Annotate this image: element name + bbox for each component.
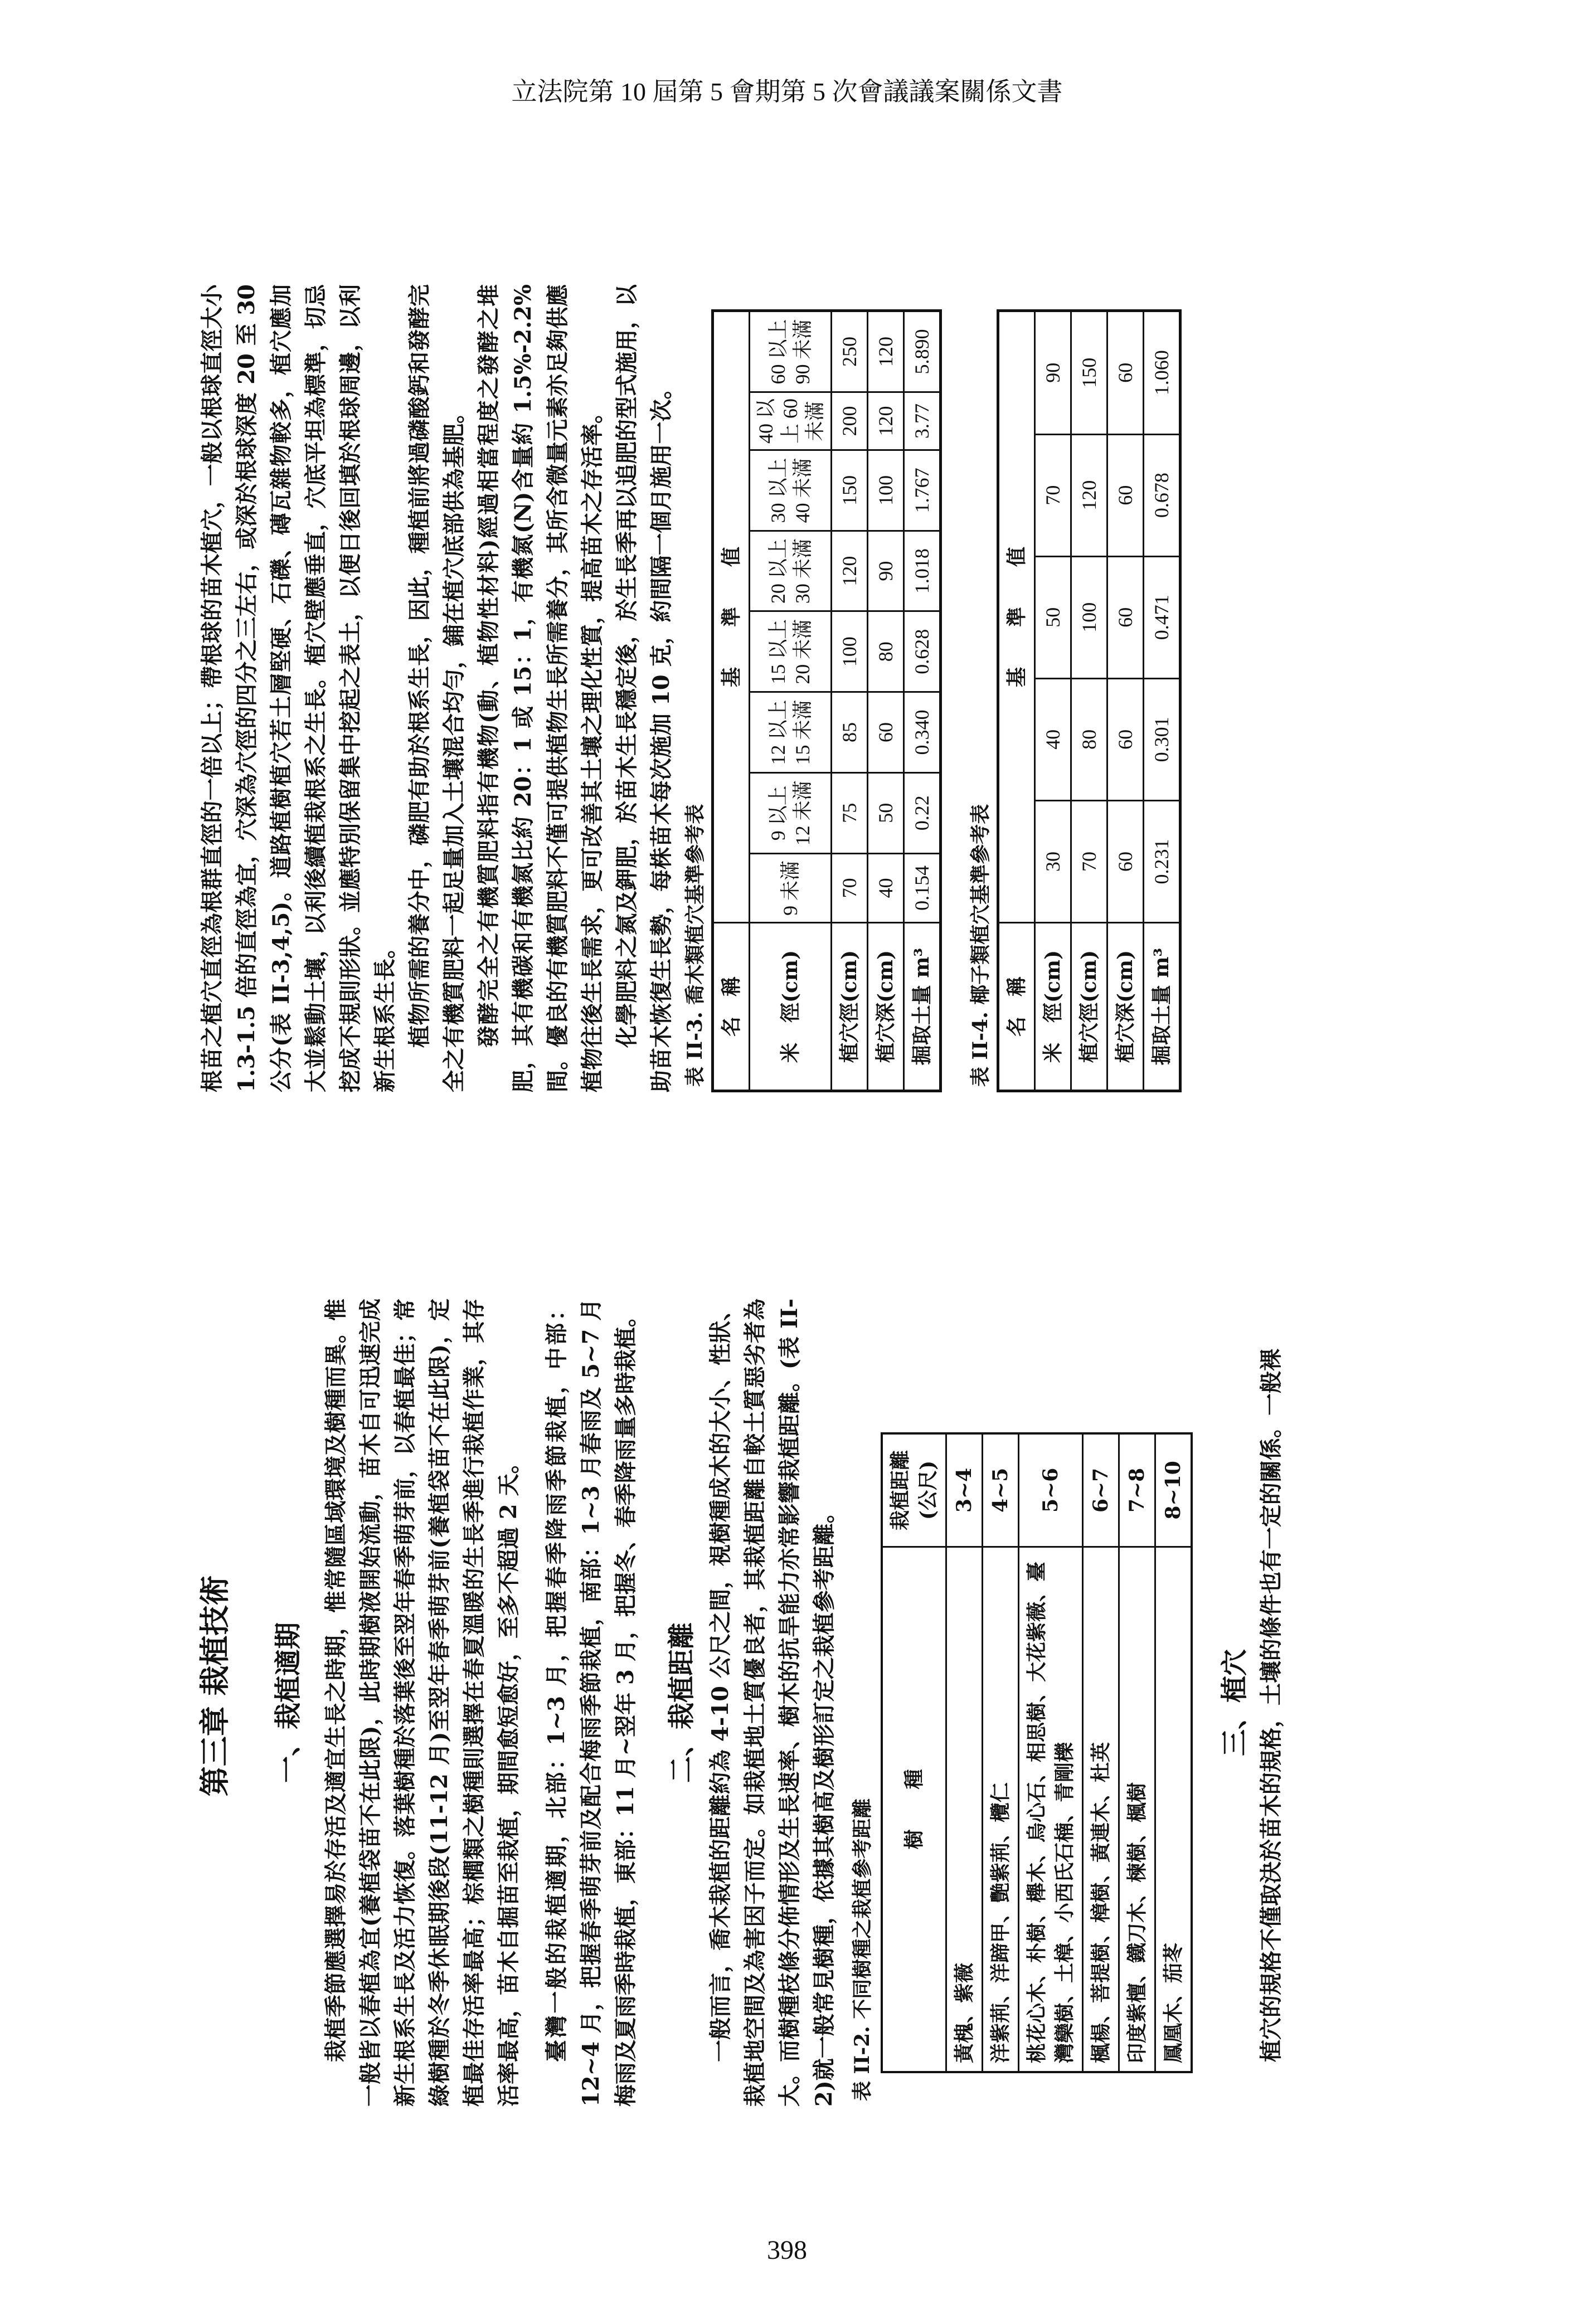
value-cell: 150 [1071, 311, 1107, 435]
paragraph-planting-hole: 植穴的規格不僅取決於苗木的規格，土壤的條件也有一定的關係。一般裸 [1258, 1349, 1284, 2062]
table-row [946, 1433, 983, 2072]
value-cell: 80 [1071, 678, 1107, 800]
value-cell: 3.77 [904, 392, 941, 450]
section-title-planting-season: 一、栽植適期 [273, 1622, 304, 1783]
value-cell: 5.890 [904, 311, 941, 392]
row-label: 掘取土量 m³ [1144, 923, 1180, 1091]
page-number: 398 [767, 2235, 807, 2265]
tree-hole-standard-table [711, 309, 942, 1092]
row-label: 植穴徑(cm) [1071, 923, 1107, 1091]
distance-cell: 3~4 [946, 1433, 983, 1547]
value-cell: 90 [868, 531, 904, 611]
table-row [1107, 311, 1144, 1091]
value-cell: 60 [1107, 434, 1144, 556]
table-caption: 表 II-4. 椰子類植穴基準參考表 [969, 804, 992, 1087]
value-cell: 70 [1071, 800, 1107, 922]
table-row [983, 1433, 1019, 2072]
paragraph-hole-size: 根苗之植穴直徑為根群直徑的一倍以上；帶根球的苗木植穴，一般以根球直徑大小 1.3-1.5 倍的直徑為宜，穴深為穴徑的四分之三左右，或深於根球深度 20 至 30 公分(表 II-3,4,5)。道路植樹植穴若土層堅硬、石礫、磚瓦雜物較多，植穴應加大並鬆動土壤，以利後續植栽根系之生長。植穴壁應垂直，穴底平坦為標準，切忌挖成不規則形狀。並應特別保留集中挖起之表土，以便日後回填於根球周邊，以利新生根系生長。 [199, 284, 398, 1092]
value-cell: 9 以上 12 未滿 [750, 772, 832, 853]
table-row [868, 311, 904, 1091]
row-label: 植穴徑(cm) [832, 923, 868, 1091]
value-cell: 60 [1107, 556, 1144, 678]
species-cell: 鳳凰木、茄苳 [1155, 1547, 1192, 2072]
row-label: 米 徑(cm) [750, 923, 832, 1091]
distance-cell: 7~8 [1119, 1433, 1155, 1547]
right-column [195, 284, 1182, 1092]
value-cell: 12 以上 15 未滿 [750, 692, 832, 773]
value-cell: 60 [1107, 678, 1144, 800]
value-cell: 200 [832, 392, 868, 450]
value-cell: 1.060 [1144, 311, 1180, 435]
value-cell: 120 [1071, 434, 1107, 556]
value-cell: 40 以 上 60 未滿 [750, 392, 832, 450]
column-header-distance: 栽植距離(公尺) [882, 1433, 946, 1547]
value-cell: 100 [1071, 556, 1107, 678]
paragraph-planting-season: 栽植季節應選擇易於存活及適宜生長之時期，惟常隨區域環境及樹種而異。惟一般皆以春植為宜(養植袋苗不在此限)，此時期樹液開始流動，苗木自可迅速完成新生根系生長及活力恢復。落葉樹種於落葉後至翌年春季萌芽前，以春植最佳；常綠樹種於冬季休眠期後段(11-12 月)至翌年春季萌芽前(養植袋苗不在此限)，定植最佳存活率最高；棕櫚類之樹種則選擇在春夏溫暖的生長季進行栽植作業，其存活率最高，苗木自掘苗至栽植，期間愈短愈好，至多不超過 2 天。 [323, 1299, 522, 2107]
value-cell: 90 [1035, 311, 1071, 435]
table-row [750, 311, 832, 1091]
value-cell: 30 [1035, 800, 1071, 922]
rotated-page-content [195, 273, 1510, 2112]
value-cell: 85 [832, 692, 868, 773]
row-label: 植穴深(cm) [868, 923, 904, 1091]
value-header: 基 準 值 [713, 311, 750, 923]
table-row [1019, 1433, 1083, 2072]
species-cell: 黃槐、紫薇 [946, 1547, 983, 2072]
value-cell: 80 [868, 611, 904, 692]
left-column [195, 1299, 1289, 2107]
value-cell: 50 [868, 772, 904, 853]
value-cell: 120 [868, 311, 904, 392]
value-cell: 40 [868, 853, 904, 922]
value-cell: 0.22 [904, 772, 941, 853]
species-cell: 楓楊、菩提樹、樟樹、黃連木、杜英 [1083, 1547, 1119, 2072]
value-cell: 120 [832, 531, 868, 611]
value-cell: 50 [1035, 556, 1071, 678]
name-header: 名 稱 [713, 923, 750, 1091]
paragraph-organic-fertilizer: 發酵完全之有機質肥料指有機物(動、植物性材料)經過相當程度之發酵之堆肥，其有機碳和有機氮比約 20：1 或 15：1，有機氮(N)含量約 1.5%-2.2% 間。優良的有機質肥料不僅可提供植物生長所需養分，其所含微量元素亦足夠供應植物往後生長需求，更可改善其土壤之理化性質，提高苗木之存活率。 [475, 284, 605, 1092]
name-header: 名 稱 [998, 923, 1035, 1091]
chapter-title: 第三章 栽植技術 [197, 1575, 232, 1797]
value-cell: 70 [1035, 434, 1071, 556]
table-caption: 表 II-2. 不同樹種之栽植參考距離 [851, 1798, 874, 2101]
value-header: 基 準 值 [998, 311, 1035, 923]
table-caption: 表 II-3. 喬木類植穴基準參考表 [683, 804, 707, 1087]
species-cell: 桃花心木、朴樹、櫸木、烏心石、相思樹、大花紫薇、臺灣欒樹、土樟、小西氏石楠、青剛櫟 [1019, 1547, 1083, 2072]
value-cell: 0.678 [1144, 434, 1180, 556]
distance-cell: 5~6 [1019, 1433, 1083, 1547]
paragraph-nutrients: 植物所需的養分中，磷肥有助於根系生長，因此，種植前將過磷酸鈣和發酵完全之有機質肥料一起足量加入土壤混合均勻，鋪在植穴底部供為基肥。 [406, 284, 467, 1092]
value-cell: 60 [1107, 311, 1144, 435]
running-header: 立法院第 10 屆第 5 會期第 5 次會議議案關係文書 [511, 77, 1063, 106]
value-cell: 1.767 [904, 450, 941, 531]
value-cell: 0.154 [904, 853, 941, 922]
distance-cell: 8~10 [1155, 1433, 1192, 1547]
species-cell: 印度紫檀、鐵刀木、楝樹、楓樹 [1119, 1547, 1155, 2072]
table-row [904, 311, 941, 1091]
table-row [1119, 1433, 1155, 2072]
paragraph-taiwan-season: 臺灣一般的栽植適期，北部：1~3 月，把握春季降雨季節栽植，中部：12~4 月，把握春季萌芽前及配合梅雨季節栽植，南部：1~3 月春雨及 5~7 月梅雨及夏雨季時栽植，東部：11 月~翌年 3 月，把握冬、春季降雨量多時栽植。 [543, 1299, 639, 2107]
value-cell: 100 [832, 611, 868, 692]
value-cell: 0.231 [1144, 800, 1180, 922]
table-row [1071, 311, 1107, 1091]
section-title-planting-hole: 三、植穴 [1219, 1649, 1250, 1757]
value-cell: 20 以上 30 未滿 [750, 531, 832, 611]
value-cell: 75 [832, 772, 868, 853]
row-label: 掘取土量 m³ [904, 923, 941, 1091]
value-cell: 0.628 [904, 611, 941, 692]
value-cell: 60 [1107, 800, 1144, 922]
table-row [1083, 1433, 1119, 2072]
table-row [832, 311, 868, 1091]
column-header-species: 樹 種 [882, 1547, 946, 2072]
value-cell: 15 以上 20 未滿 [750, 611, 832, 692]
value-cell: 30 以上 40 未滿 [750, 450, 832, 531]
paragraph-chemical-fertilizer: 化學肥料之氮及鉀肥，於苗木生長穩定後，於生長季再以追肥的型式施用，以助苗木恢復生長勢，每株苗木每次施加 10 克，約間隔一個月施用一次。 [614, 284, 674, 1092]
row-label: 米 徑(cm) [1035, 923, 1071, 1091]
value-cell: 70 [832, 853, 868, 922]
paragraph-planting-distance: 一般而言，喬木栽植的距離約為 4-10 公尺之間，視樹種成木的大小、性狀、栽植地空間及為害因子而定。如栽植地土質優良者，其栽植距離自較土質惡劣者為大。而樹種枝條分佈情形及生長速率、樹木的抗旱能力亦常影響栽植距離。(表 II-2)就一般常見樹種，依據其樹高及樹形訂定之栽植參考距離。 [707, 1299, 837, 2107]
planting-distance-table [881, 1432, 1193, 2073]
section-title-planting-distance: 二、栽植距離 [666, 1622, 697, 1783]
value-cell: 1.018 [904, 531, 941, 611]
value-cell: 60 以上 90 未滿 [750, 311, 832, 392]
distance-cell: 4~5 [983, 1433, 1019, 1547]
value-cell: 150 [832, 450, 868, 531]
value-cell: 40 [1035, 678, 1071, 800]
table-row [1155, 1433, 1192, 2072]
value-cell: 100 [868, 450, 904, 531]
table-row [1144, 311, 1180, 1091]
palm-hole-standard-table [997, 309, 1182, 1092]
species-cell: 洋紫荊、洋蹄甲、艷紫荊、欖仁 [983, 1547, 1019, 2072]
value-cell: 0.471 [1144, 556, 1180, 678]
value-cell: 60 [868, 692, 904, 773]
value-cell: 250 [832, 311, 868, 392]
row-label: 植穴深(cm) [1107, 923, 1144, 1091]
distance-cell: 6~7 [1083, 1433, 1119, 1547]
value-cell: 120 [868, 392, 904, 450]
table-row [1035, 311, 1071, 1091]
value-cell: 0.340 [904, 692, 941, 773]
value-cell: 9 未滿 [750, 853, 832, 922]
value-cell: 0.301 [1144, 678, 1180, 800]
